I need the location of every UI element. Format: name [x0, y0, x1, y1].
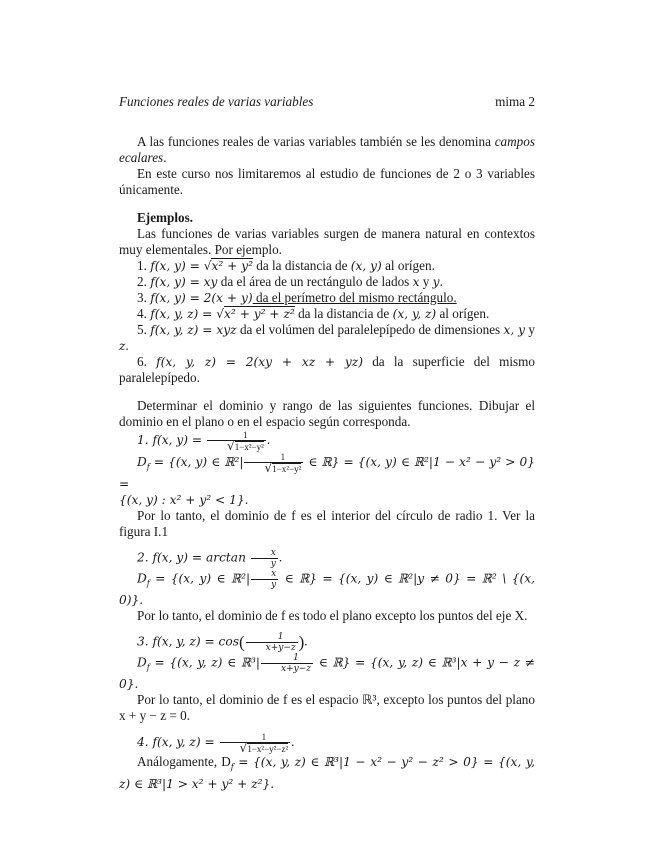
fraction: $\frac{1}{\text{√1−x²−y²−z²}}$ [220, 732, 291, 754]
item-formula: f(x, y, z) = 2(xy + xz + yz) [156, 355, 363, 369]
item-text-mid: y [419, 274, 433, 289]
domain-symbol: D [137, 655, 147, 670]
item-math: x [412, 275, 420, 289]
fraction: $\frac{1}{x+y-z}$ [261, 653, 313, 674]
exercise-3-function: 3. f(x, y, z) = cos( $\frac{1}{x+y-z}$ ). [137, 631, 308, 653]
item-text: da el área de un rectángulo de lados [217, 274, 413, 289]
domain-symbol: D [137, 571, 147, 586]
item-text-end: al orígen. [381, 258, 435, 273]
item-text-mid: y [525, 322, 535, 337]
item-text: da la distancia de [252, 258, 351, 273]
exercise-formula: 4. f(x, y, z) = [137, 735, 219, 750]
item-text-end: al orígen. [436, 306, 490, 321]
exercise-2-conclusion: Por lo tanto, el dominio de f es todo el plano excepto los puntos del eje X. [137, 607, 528, 623]
exercise-formula: 2. f(x, y) = arctan [137, 550, 250, 565]
fraction: $\frac{1}{\text{√1−x²−y²}}$ [207, 430, 266, 452]
item-math-2: z [119, 339, 126, 353]
item-text-end: . [439, 274, 443, 289]
ejemplos-lead: Las funciones de varias variables surgen de manera natural en contextos muy elementales. Por ejemplo. [119, 226, 535, 257]
item-formula-radicand: x² + y² [211, 259, 253, 273]
exercise-1-domain: $D_f = \{(x$, y) ∈ ℝ²| $\frac{1}{\text{√1−x²−y²}}$ ∈ ℝ} = {(x, y) ∈ ℝ²|1 − x² − y² > 0} = [119, 452, 535, 491]
item-math-2: y [432, 275, 440, 289]
exercise-1-domain-cont: {(x, y) : x² + y² < 1}. [119, 492, 249, 507]
exercise-3-domain: $D_f = \{(x$, y, z) ∈ ℝ³| $\frac{1}{x+y-z}$ ∈ ℝ} = {(x, y, z) ∈ ℝ³|x + y − z ≠ 0}. [119, 652, 535, 692]
item-formula: f(x, y) = 2(x + y) [150, 291, 253, 305]
item-number: 4. [137, 306, 151, 321]
fraction: $\frac{1}{x+y-z}$ [246, 632, 298, 653]
example-item-6 [119, 354, 535, 386]
item-formula: f(x, y, z) = xyz [150, 323, 237, 337]
fraction: $\frac{x}{y}$ [251, 569, 278, 590]
header-title: Funciones reales de varias variables [119, 94, 314, 109]
exercise-3-conclusion: Por lo tanto, el dominio de f es el espacio ℝ³, excepto los puntos del plano x + y − z = 0. [119, 692, 535, 724]
header-page-label: mima 2 [495, 94, 535, 109]
example-item-2 [119, 274, 535, 290]
fraction: $\frac{x}{y}$ [251, 548, 278, 569]
example-item-4: 4. f(x, y, z) = √x² + y² + z² da la distancia de (x, y, z) al orígen. [137, 306, 490, 321]
exercise-1-function: 1. f(x, y) = $\frac{1}{\text{√1−x²−y²}}$ . [137, 430, 271, 453]
item-math: (x, y, z) [392, 307, 437, 321]
intro-paragraph-2: En este curso nos limitaremos al estudio de funciones de 2 o 3 variables únicamente. [119, 166, 535, 197]
intro-text-end: . [163, 150, 167, 165]
item-formula: f(x, y) = xy [150, 275, 218, 289]
intro-emphasis: campos ecalares [119, 134, 535, 165]
item-number: 6. [137, 354, 157, 369]
intro-text: A las funciones reales de varias variables también se les denomina [137, 134, 495, 149]
item-math: (x, y) [350, 259, 382, 273]
fraction: $\frac{1}{\text{√1−x²−y²}}$ [244, 452, 303, 474]
example-item-5 [119, 322, 535, 354]
item-text: da el volúmen del paralelepípedo de dimensiones [236, 322, 504, 337]
item-formula: f(x, y, z) = [150, 307, 217, 321]
exercise-1-conclusion: Por lo tanto, el dominio de f es el interior del círculo de radio 1. Ver la figura I.1 [119, 507, 535, 539]
item-formula: f(x, y) = [150, 259, 204, 273]
exercise-2-function: 2. f(x, y) = arctan $\frac{x}{y}$ . [137, 547, 283, 569]
domain-symbol: D [137, 455, 147, 470]
item-number: 3. [137, 290, 151, 305]
item-number: 2. [137, 274, 151, 289]
item-text: da la distancia de [294, 306, 393, 321]
item-number: 5. [137, 322, 151, 337]
example-item-3 [119, 290, 535, 306]
page-body [119, 134, 535, 792]
intro-paragraph-1 [119, 134, 535, 166]
section-title-ejemplos: Ejemplos. [137, 210, 194, 225]
item-text-end: . [125, 338, 129, 353]
exercise-2-domain: $D_f = \{(x$, y) ∈ ℝ²| $\frac{x}{y}$ ∈ ℝ} = {(x, y) ∈ ℝ²|y ≠ 0} = ℝ² \ {(x, 0)}. [119, 568, 536, 607]
dominio-lead: Determinar el dominio y rango de las siguientes funciones. Dibujar el dominio en el plano o en el espacio según corresponda. [119, 398, 535, 429]
item-math: x, y [503, 323, 526, 337]
exercise-formula: 1. f(x, y) = [137, 433, 206, 448]
exercise-4-conclusion: Análogamente, $D_f = \{(x$, y, z) ∈ ℝ³|1 − x² − y² − z² > 0} = {(x, y, z) ∈ ℝ³|1 > x² + y² + z²}. [119, 754, 535, 791]
item-formula-radicand: x² + y² + z² [224, 307, 295, 321]
exercise-formula: 3. f(x, y, z) = cos [137, 634, 239, 649]
item-text: da el perímetro del mismo rectángulo. [252, 290, 457, 305]
example-item-1: 1. f(x, y) = √x² + y² da la distancia de (x, y) al orígen. [137, 258, 435, 273]
exercise-4-function: 4. f(x, y, z) = $\frac{1}{\text{√1−x²−y²−z²}}$ . [137, 732, 295, 756]
item-number: 1. [137, 258, 151, 273]
item-text: da la superficie del mismo paralelepípedo. [119, 354, 535, 385]
